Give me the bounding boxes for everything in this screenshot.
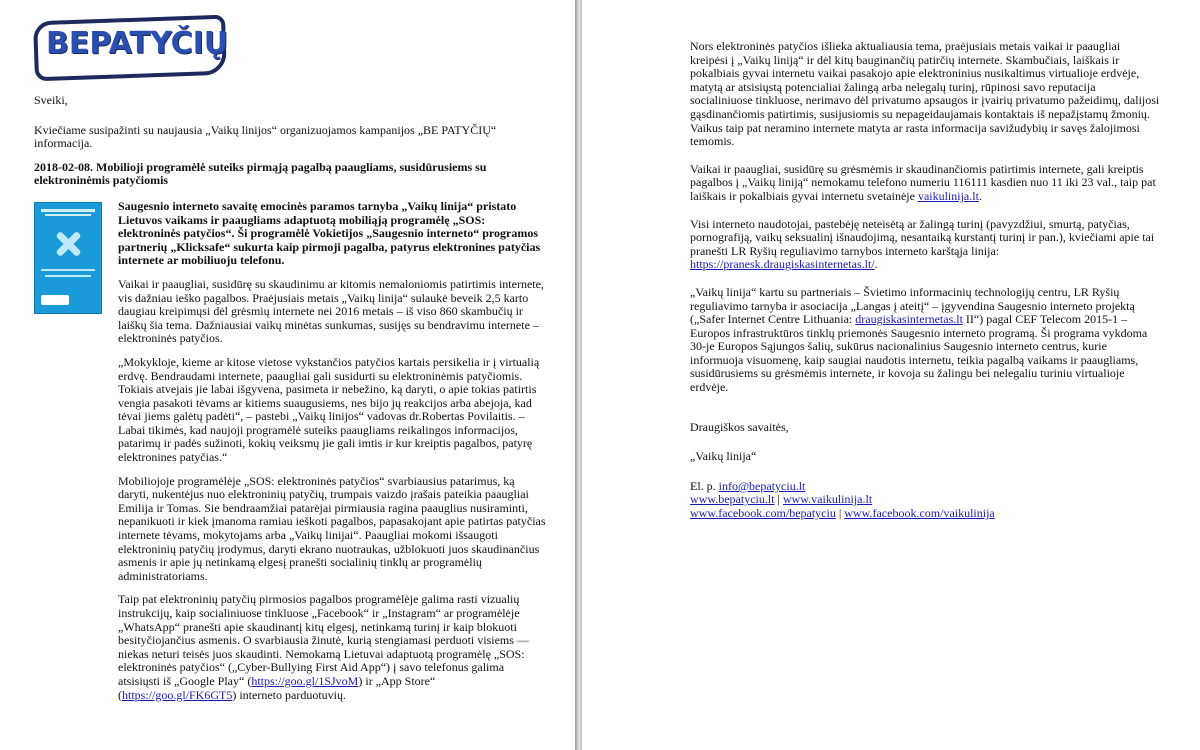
email-label: El. p.: [690, 478, 719, 493]
google-play-link[interactable]: https://goo.gl/1SJvoM: [251, 673, 359, 688]
page-left: [0, 0, 575, 750]
paragraph-1: Vaikai ir paaugliai, susidūrę su skaudinimu ar kitomis nemaloniomis patirtimis internete, vis dažniau ieško pagalbos. Praėjusiais metais „Vaikų linija“ sulaukė beveik 2,5 karto daugiau kreipimųsi dėl grėsmių internete nei 2016 metais – iš viso 860 skambučių ir laiškų šia tema. Dažniausiai vaikų minėtas sunkumas, susijęs su bendravimu internete – elektroninės patyčios.: [118, 276, 544, 346]
draugiskasinternetas-link[interactable]: draugiskasinternetas.lt: [855, 312, 963, 327]
paragraph-4: [118, 593, 546, 702]
facebook-bepatyciu-link[interactable]: www.facebook.com/bepatyciu: [690, 506, 836, 521]
right-paragraph-4: [690, 286, 1160, 395]
greeting: Sveiki,: [34, 93, 68, 107]
right-paragraph-3-end: .: [874, 257, 878, 272]
vaikulinija-site-link[interactable]: www.vaikulinija.lt: [782, 492, 873, 507]
page-right: [582, 0, 1200, 750]
bandage-icon: [53, 229, 83, 259]
pranesk-link[interactable]: https://pranesk.draugiskasinternetas.lt/: [690, 257, 875, 272]
right-column: [690, 40, 1160, 521]
email-link[interactable]: info@bepatyciu.lt: [718, 478, 806, 493]
website-line: [690, 493, 1160, 507]
logo-text: BEPATYČIŲ: [46, 26, 229, 61]
closing: Draugiškos savaitės,: [690, 419, 789, 434]
right-paragraph-3: [690, 218, 1160, 272]
paragraph-3: Mobiliojoje programėlėje „SOS: elektroninės patyčios“ svarbiausius patarimus, ką daryti, nukentėjus nuo elektroninių patyčių, trumpais vaizdo įrašais pateikia paaugliai Emilija ir Tomas. Sie bendraamžiai patarėjai pirmiausia ragina paauglius nusiraminti, nepanikuoti ir kiek įmanoma ramiau ieškoti pagalbos, papasakojant apie patirtas patyčias internete tėvams, mokytojams arba „Vaikų linijai“. Paaugliai mokomi išsaugoti elektroninių patyčių įrodymus, daryti ekrano nuotraukas, užblokuoti juos skaudinančius asmenis ir apie jų netinkamą elgesį pranešti socialinių tinklų ar programėlių administratoriams.: [118, 473, 546, 583]
right-paragraph-1: Nors elektroninės patyčios išlieka aktualiausia tema, praėjusiais metais vaikai ir paaugliai kreipėsi į „Vaikų liniją“ ir dėl kitų bauginančių patirčių internete. Skambučiais, laiškais ir pokalbiais gyvai internetu vaikai pasakojo apie elektroninius nusikaltimus virtualioje erdvėje, matytą ar atsisiųstą potencialiai žalingą arba nelegalų turinį, rūpinosi savo reputacija socialiniuose tinkluose, nerimavo dėl privatumo apsaugos ir įvairių privatumo pažeidimų, dalijosi gąsdinančiomis patirtimis, susijusiomis su nepageidaujamais kontaktais iš nepažįstamų žmonių. Vaikus taip pat neramino internete matyta ar rasta informacija savižudybių ir savęs žalojimosi temomis.: [690, 39, 1160, 149]
paragraph-4-text-c: ) ir „App Store“ (: [118, 673, 436, 702]
paragraph-4-text-d: ) interneto parduotuvių.: [232, 687, 346, 702]
right-paragraph-3-text: Visi interneto naudotojai, pastebėję neteisėtą ar žalingą turinį (pavyzdžiui, smurtą, patyčias, pornografiją, vaikų seksualinį išnaudojimą, nesantaiką kurstantį turinį ir pan.), kviečiami apie tai pranešti LR Ryšių reguliavimo tarnybos interneto karštąja linija:: [690, 216, 1155, 258]
intro-paragraph: Kviečiame susipažinti su naujausia „Vaikų linijos“ organizuojamos kampanijos „BE PATYČIŲ“ informacija.: [34, 122, 497, 151]
facebook-vaikulinija-link[interactable]: www.facebook.com/vaikulinija: [844, 506, 995, 521]
email-line: [690, 480, 1160, 494]
klicksafe-logo: [41, 295, 69, 305]
contacts: [690, 480, 1160, 521]
facebook-line: [690, 507, 1160, 521]
app-cover-image: [34, 202, 102, 314]
bepatyciu-logo: [34, 18, 229, 76]
right-paragraph-4-text-b: II“) pagal CEF Telecom 2015-1 – Europos infrastruktūros tinklų priemonės Saugesnio interneto programą. Ši programa vykdoma 30-je Europos Sąjungos šalių, sukūrus nacionalinius Saugesnio interneto centrus, kurie informuoja visuomenę, kaip saugiai naudotis internetu, teikia pagalbą vaikams ir paaugliams, susidūrusiems su grėsmėmis internete, ir kovoja su žalingu bei nelegaliu turiniu virtualioje erdvėje.: [690, 312, 1148, 395]
page-gutter: [575, 0, 582, 750]
separator-2: |: [835, 506, 845, 521]
left-column: [34, 94, 546, 712]
paragraph-4-text-a: Taip pat elektroninių patyčių pirmosios pagalbos programėlėje galima rasti vizualių instrukcijų, kaip socialiniuose tinkluose „Facebook“ ir „Instagram“ ar programėlėje „WhatsApp“ pranešti apie skaudinantį kitų elgesį, netinkamą turinį ir kaip blokuoti besityčiojančius asmenis. O svarbiausia žinutė, kurią stengiamasi perduoti visiems: [118, 592, 520, 648]
bepatyciu-site-link[interactable]: www.bepatyciu.lt: [690, 492, 775, 507]
lead-paragraph: Saugesnio interneto savaitę emocinės paramos tarnyba „Vaikų linija“ pristato Lietuvos vaikams ir paaugliams adaptuotą mobiliąją programėlę „SOS: elektroninės patyčios“. Ši programėlė Vokietijos „Saugesnio interneto“ programos partnerių „Klicksafe“ sukurta kaip pirmoji pagalba, patyrus elektronines patyčias internete ar mobiliuoju telefonu.: [118, 198, 541, 268]
obscured-text: —: [516, 633, 529, 648]
separator: |: [774, 492, 783, 507]
signature: „Vaikų linija“: [690, 449, 757, 464]
right-paragraph-4-text-a: „Vaikų linija“ kartu su partneriais – Švietimo informacinių technologijų centru, LR Ryšių reguliavimo tarnyba ir asociacija „Langas į ateitį“ – įgyvendina Saugesnio interneto projektą („Safer Internet Centre Lithuania:: [690, 284, 1135, 327]
feature-block: [34, 200, 546, 346]
right-paragraph-2-end: .: [978, 188, 982, 203]
right-paragraph-2-text: Vaikai ir paaugliai, susidūrę su grėsmėmis ir skaudinančiomis patirtimis internete, gali kreiptis pagalbos į „Vaikų liniją“ nemokamu telefono numeriu 116111 kasdien nuo 11 iki 23 val., taip pat laiškais ir pokalbiais gyvai internetu svetainėje: [690, 161, 1156, 203]
paragraph-2: „Mokykloje, kieme ar kitose vietose vykstančios patyčios kartais persikelia ir į virtualią erdvę. Bendraudami internete, paaugliai gali susidurti su elektroninėmis patyčiomis. Tokiais atvejais jie labai išgyvena, pasimeta ir nebežino, ką daryti, o apie tokias patirtis vengia pasakoti tėvams ar kitiems suaugusiems, nes bijo jų reakcijos arba abejoja, kad tėvai jiems galėtų padėti“, – pastebi „Vaikų linijos“ vadovas dr.Robertas Povilaitis. – Labai tikimės, kad naujoji programėlė suteiks paaugliams reikalingos informacijos, patarimų ir padės sužinoti, kokių veiksmų jie gali imtis ir kur kreiptis pagalbos, patyrę elektronines patyčias.“: [118, 354, 540, 465]
paragraph-4-text-b: niekas neturi teisės juos skaudinti. Nemokamą Lietuvai adaptuotą programėlę „SOS: elektroninės patyčios“ („Cyber-Bullying First Aid App“) į savo telefonus galima atsisiųsti iš „Google Play“ (: [118, 646, 525, 688]
vaikulinija-link[interactable]: vaikulinija.lt: [917, 188, 979, 203]
article-headline: 2018-02-08. Mobilioji programėlė suteiks pirmąją pagalbą paaugliams, susidūrusiems su elektroninėmis patyčiomis: [34, 159, 487, 188]
app-store-link[interactable]: https://goo.gl/FK6GT5: [122, 687, 233, 702]
right-paragraph-2: [690, 163, 1160, 204]
